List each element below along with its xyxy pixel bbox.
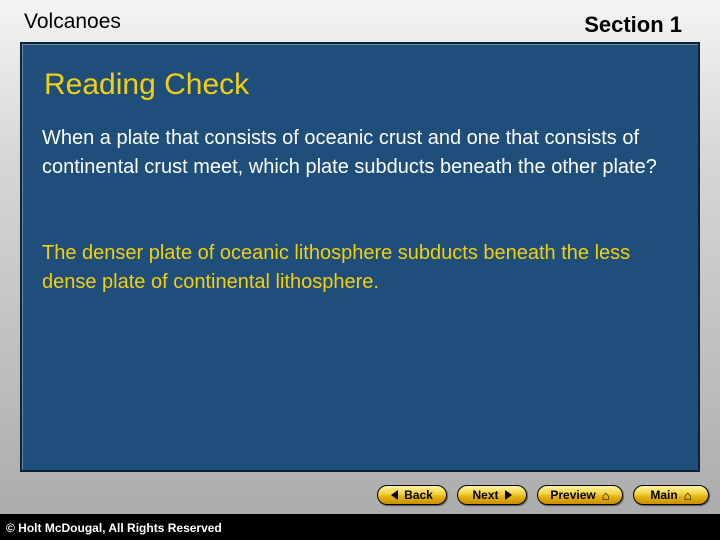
main-button[interactable] [633, 485, 709, 505]
next-button-label: Next [472, 488, 499, 502]
chapter-title: Volcanoes [24, 10, 121, 33]
back-button-label: Back [404, 488, 433, 502]
preview-button[interactable] [537, 485, 623, 505]
preview-button-label: Preview [550, 488, 596, 502]
section-title: Section 1 [584, 12, 682, 37]
slide-heading: Reading Check [44, 68, 250, 101]
question-text: When a plate that consists of oceanic crust and one that consists of continental crust meet, which plate subducts beneath the other plate? [42, 127, 657, 178]
answer-text: The denser plate of oceanic lithosphere subducts beneath the less dense plate of continental lithosphere. [42, 242, 631, 293]
back-button[interactable] [377, 485, 447, 505]
home-icon: ⌂ [683, 487, 692, 503]
main-button-label: Main [650, 488, 678, 502]
content-panel [20, 42, 700, 472]
copyright-text: © Holt McDougal, All Rights Reserved [6, 521, 222, 535]
chevron-left-icon [391, 490, 398, 500]
home-icon: ⌂ [601, 487, 610, 503]
next-button[interactable] [457, 485, 527, 505]
chevron-right-icon [505, 490, 512, 500]
navigation-bar [377, 485, 709, 507]
footer-bar [0, 514, 720, 540]
